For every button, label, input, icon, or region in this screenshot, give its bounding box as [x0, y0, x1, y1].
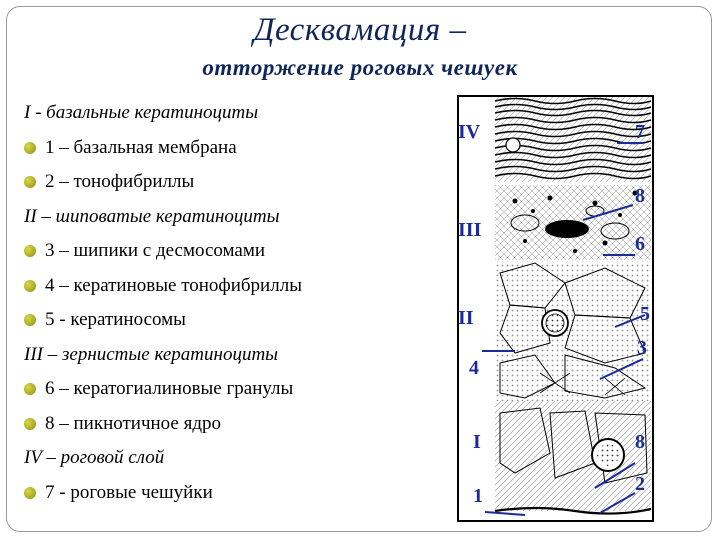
bullet-icon: [24, 314, 36, 326]
legend-text: 8 – пикнотичное ядро: [45, 412, 222, 434]
legend-text: 3 – шипики с десмосомами: [45, 240, 266, 261]
bullet-icon: [24, 176, 36, 188]
stratum-basale: [495, 401, 651, 511]
legend-text: 7 - роговые чешуйки: [45, 481, 213, 503]
bullet-icon: [24, 245, 36, 257]
slide-subtitle: отторжение роговых чешуек: [202, 55, 518, 80]
figure-number-5: 5: [640, 303, 650, 325]
figure-number-3: 3: [637, 337, 647, 359]
legend-item-4: [24, 269, 444, 304]
legend-text: II – шиповатые кератиноциты: [24, 205, 280, 227]
legend-text: 6 – кератогиалиновые гранулы: [45, 378, 294, 399]
epidermis-figure: [455, 93, 655, 523]
figure-number-2: 2: [635, 473, 645, 495]
epidermis-histology-drawing: [455, 93, 655, 523]
corneum-shading: [495, 97, 651, 182]
figure-label-layer-i: I: [473, 431, 481, 453]
legend-text: 4 – кератиновые тонофибриллы: [45, 274, 302, 296]
figure-label-layer-ii: II: [458, 307, 474, 329]
figure-number-6: 6: [635, 233, 645, 255]
legend-item-8: [24, 407, 444, 442]
figure-number-7: 7: [635, 121, 645, 143]
legend-heading-layer-1: [24, 96, 444, 131]
legend-text: 5 - кератиносомы: [45, 309, 186, 330]
figure-number-8-top: 8: [635, 185, 645, 207]
legend-text: 1 – базальная мембрана: [45, 136, 237, 158]
legend-item-6: [24, 372, 444, 407]
figure-number-1: 1: [473, 485, 483, 507]
legend-item-7: [24, 476, 444, 511]
legend-text: IV – роговой слой: [24, 447, 165, 468]
legend-text: I - базальные кератиноциты: [24, 102, 259, 123]
figure-number-8-bottom: 8: [635, 431, 645, 453]
figure-number-4: 4: [469, 357, 479, 379]
legend-item-5: [24, 303, 444, 338]
bullet-icon: [24, 418, 36, 430]
slide-title: Десквамация –: [253, 12, 467, 48]
bullet-icon: [24, 383, 36, 395]
legend-item-1: [24, 131, 444, 166]
pyknotic-nucleus: [545, 220, 589, 238]
legend-item-2: [24, 165, 444, 200]
bullet-icon: [24, 280, 36, 292]
legend-list: [24, 96, 444, 510]
legend-heading-layer-3: [24, 338, 444, 373]
figure-label-layer-iv: IV: [458, 121, 481, 143]
figure-label-layer-iii: III: [458, 219, 482, 241]
legend-heading-layer-4: [24, 441, 444, 476]
corneum-cell: [506, 138, 520, 152]
stratum-spinosum: [495, 261, 651, 401]
legend-heading-layer-2: [24, 200, 444, 235]
legend-text: III – зернистые кератиноциты: [24, 343, 279, 365]
legend-item-3: [24, 234, 444, 269]
legend-text: 2 – тонофибриллы: [45, 171, 195, 192]
bullet-icon: [24, 487, 36, 499]
bullet-icon: [24, 142, 36, 154]
